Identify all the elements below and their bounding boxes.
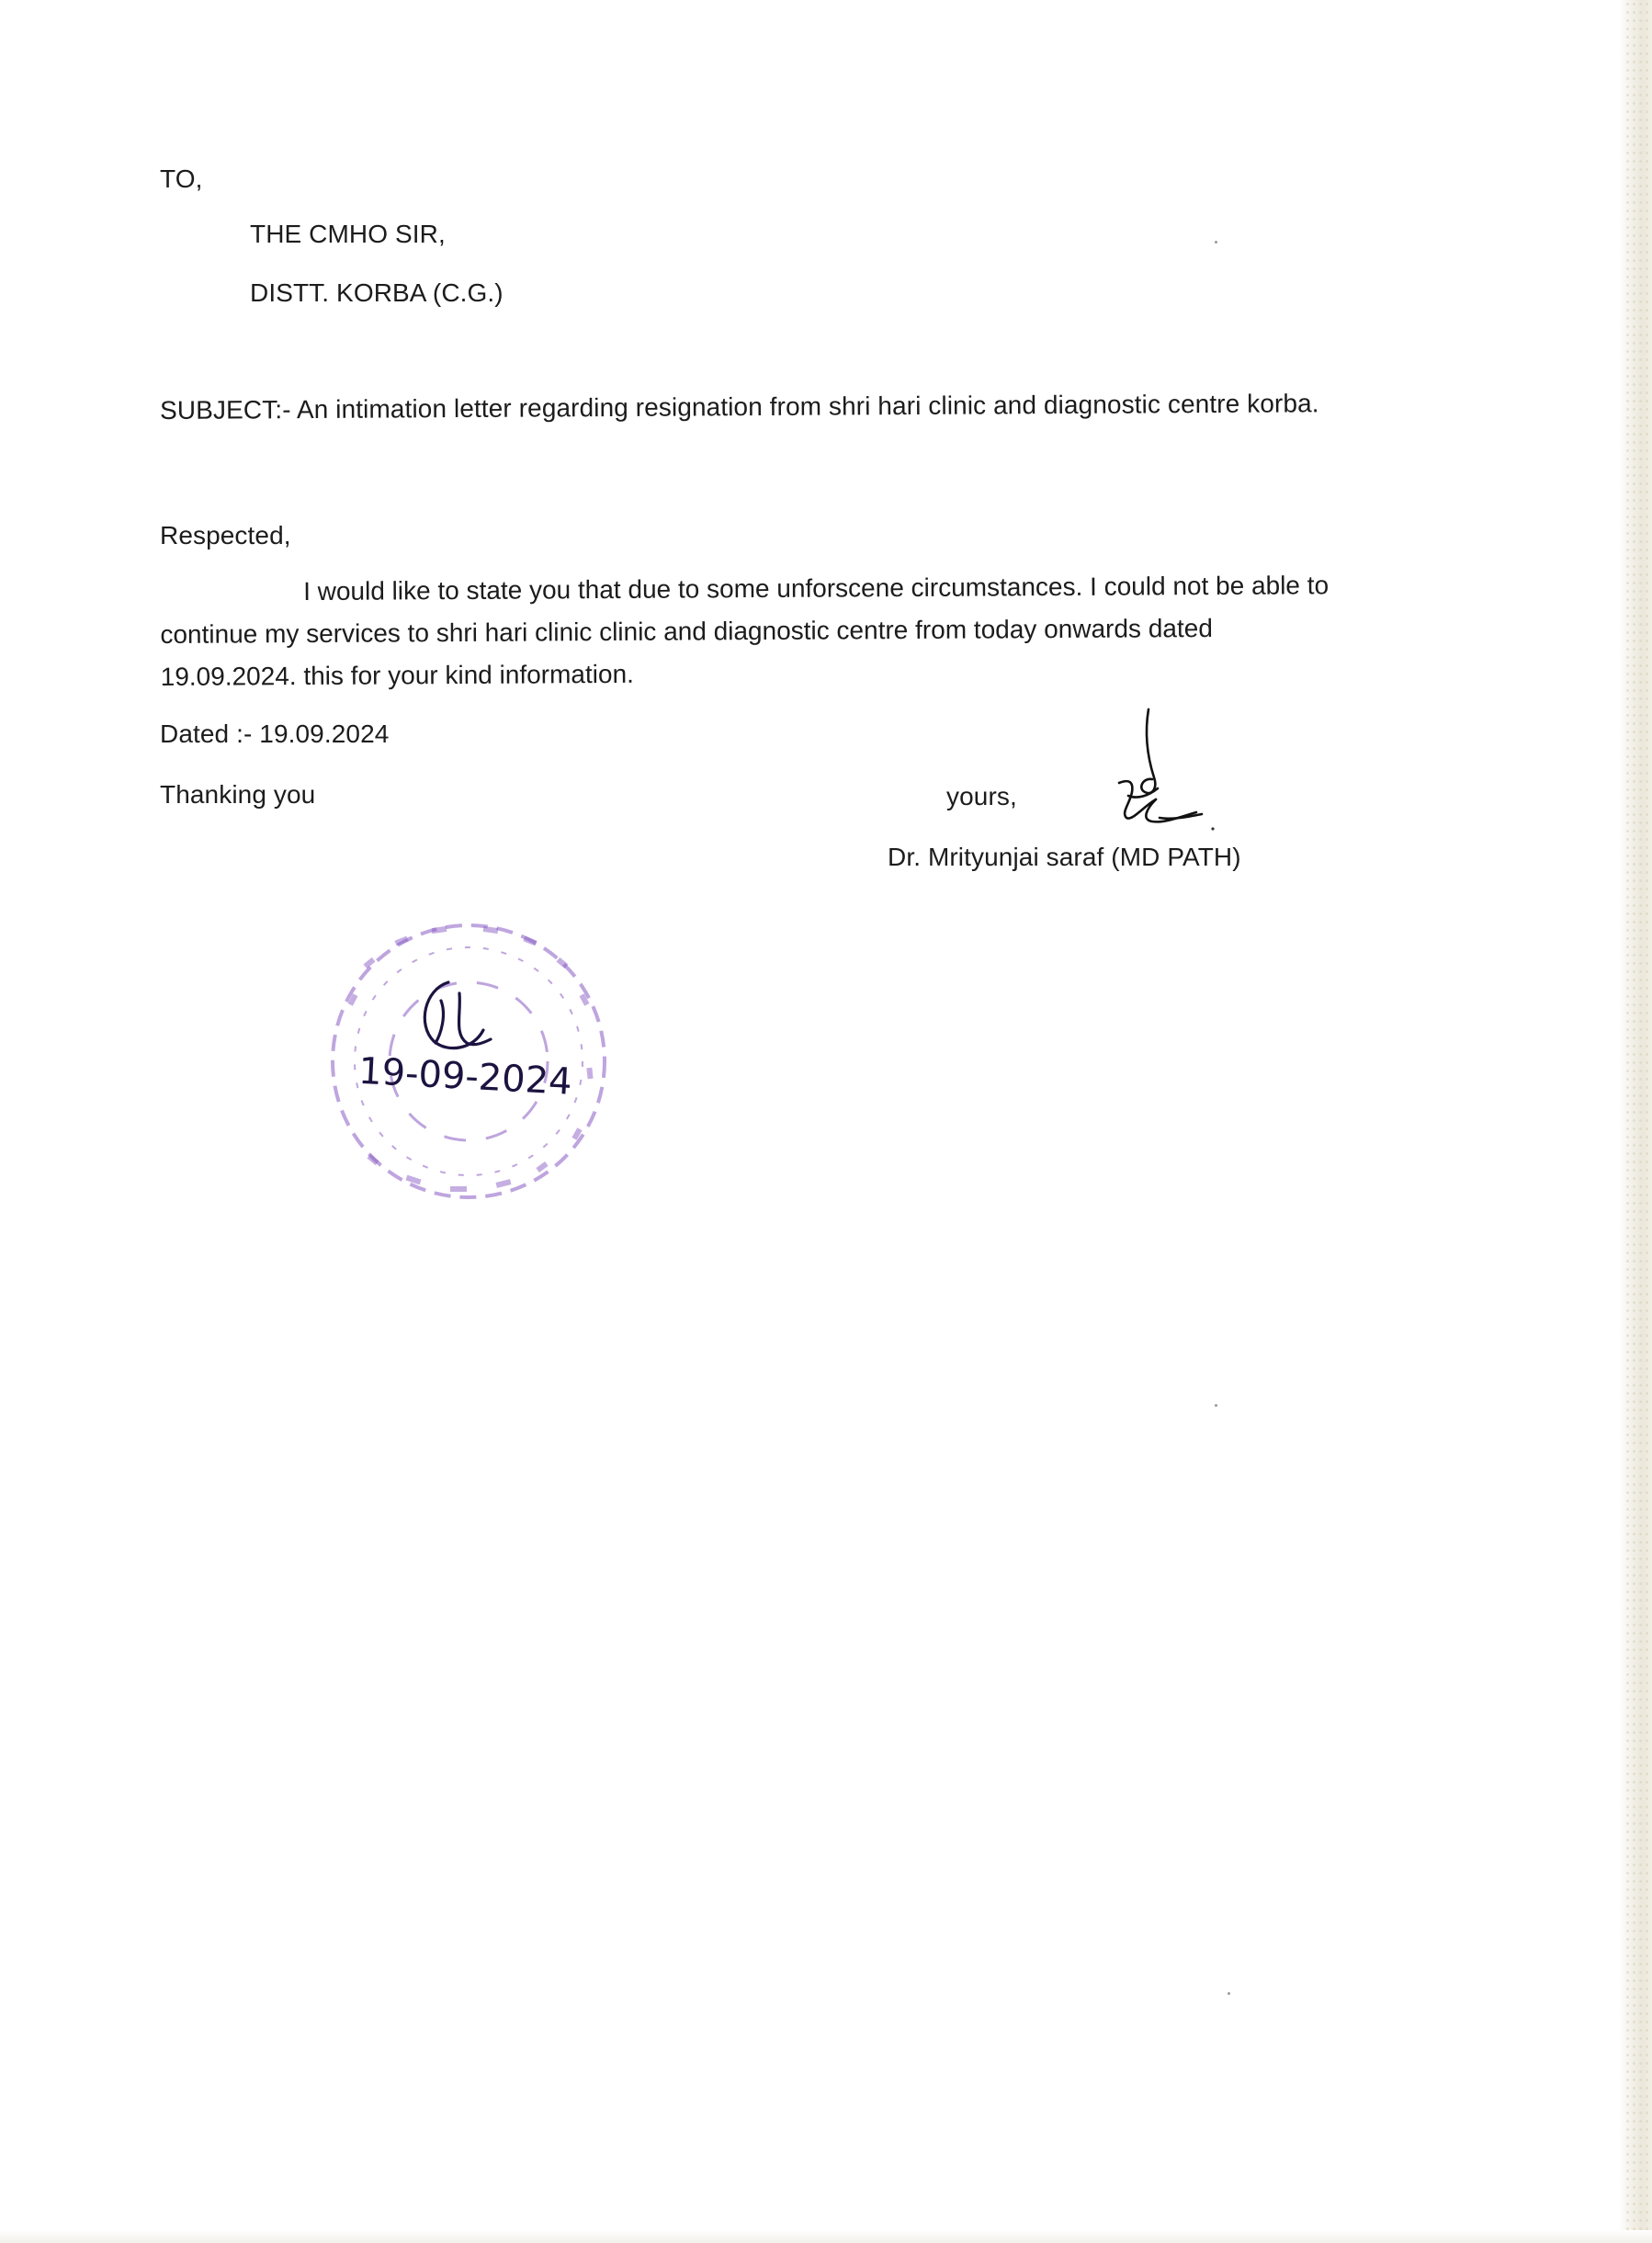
scan-bottom-edge [0,2230,1652,2243]
thanking-line: Thanking you [160,780,316,809]
scan-speck [1228,1992,1230,1995]
recipient-line-1: THE CMHO SIR, [250,220,446,248]
signatory-name: Dr. Mrityunjai saraf (MD PATH) [888,843,1241,871]
subject-line: SUBJECT:- An intimation letter regarding resignation from shri hari clinic and diagnostic centre korba. [160,389,1319,425]
stamp-handwritten-date: 19-09-2024 [357,1049,573,1104]
body-paragraph [160,563,1447,698]
scan-speck [1215,241,1217,244]
scan-speck [1215,1404,1217,1407]
body-line-1: I would like to state you that due to some unforscene circumstances. I could not be able to [303,571,1330,606]
greeting: Respected, [160,521,291,549]
signature-image [1101,704,1220,842]
recipient-line-2: DISTT. KORBA (C.G.) [250,278,504,307]
body-line-3: 19.09.2024. this for your kind information. [160,659,634,691]
salutation-to: TO, [160,164,203,193]
closing-yours: yours, [946,782,1017,810]
clinic-stamp [303,905,634,1218]
dated-line: Dated :- 19.09.2024 [160,719,390,748]
scan-edge-texture [1624,0,1648,2243]
body-line-2: continue my services to shri hari clinic clinic and diagnostic centre from today onwards dated [160,614,1213,649]
